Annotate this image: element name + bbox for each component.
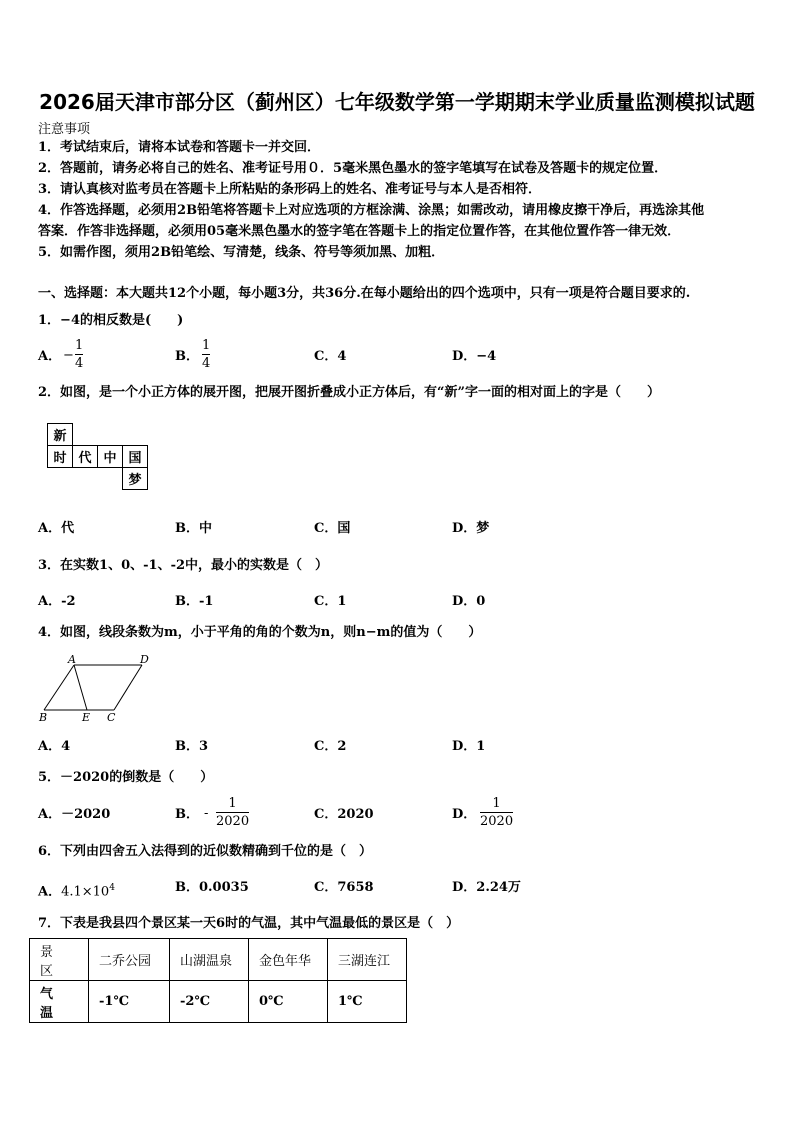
net-cell: 梦 [123, 468, 148, 490]
notice-item: 2．答题前，请务必将自己的姓名、准考证号用０．5毫米黑色墨水的签字笔填写在试卷及答题卡的规定位置． [38, 161, 668, 176]
option-label: B． [175, 807, 199, 822]
temperature-table [29, 938, 407, 1023]
notice-item: 1．考试结束后，请将本试卷和答题卡一并交回． [38, 140, 321, 155]
option-b: B．0.0035 [175, 880, 249, 895]
option-b: B．-1 [175, 594, 214, 609]
question-stem: 7．下表是我县四个景区某一天6时的气温，其中气温最低的景区是（ ） [38, 916, 460, 931]
table-cell: 1℃ [328, 981, 407, 1023]
option-label: D． [452, 807, 477, 822]
table-row [30, 939, 407, 981]
option-label: A． [38, 349, 62, 364]
fraction: 1 4 [202, 338, 211, 371]
question-stem: 4．如图，线段条数为m，小于平角的角的个数为n，则n−m的值为（ ） [38, 625, 482, 640]
net-cell: 国 [123, 446, 148, 468]
table-cell: 三湖连江 [328, 939, 407, 981]
table-cell: -1℃ [89, 981, 170, 1023]
option-a: A．－2020 [38, 807, 111, 822]
parallelogram-figure [36, 652, 166, 724]
option-d: D．2.24万 [452, 880, 521, 895]
notice-item: 答案．作答非选择题，必须用05毫米黑色墨水的签字笔在答题卡上的指定位置作答，在其他位置作答一律无效． [38, 224, 681, 239]
table-cell: 二乔公园 [89, 939, 170, 981]
minus-sign: - [204, 806, 209, 821]
table-row [30, 981, 407, 1023]
option-c: C．国 [314, 521, 351, 536]
table-cell: 气 温 [30, 981, 89, 1023]
point-label-c: C [107, 711, 116, 724]
notice-item: 4．作答选择题，必须用2B铅笔将答题卡上对应选项的方框涂满、涂黑；如需改动，请用橡皮擦干净后，再选涂其他 [38, 203, 705, 218]
question-stem: 6．下列由四舍五入法得到的近似数精确到千位的是（ ） [38, 844, 373, 859]
option-d: D．−4 [452, 349, 497, 364]
table-cell: 0℃ [249, 981, 328, 1023]
option-b: B．中 [175, 521, 212, 536]
question-stem: 2．如图，是一个小正方体的展开图，把展开图折叠成小正方体后，有“新”字一面的相对面上的字是（ ） [38, 385, 661, 400]
option-a: A．代 [38, 521, 75, 536]
point-label-d: D [140, 653, 149, 666]
option-c: C．4 [314, 349, 347, 364]
option-c: C．2 [314, 739, 347, 754]
option-label: B． [175, 349, 199, 364]
fraction: 1 4 [75, 338, 84, 371]
option-c: C．2020 [314, 807, 374, 822]
option-a: A．4 [38, 739, 71, 754]
fraction: 1 2020 [480, 796, 514, 829]
net-cell: 新 [48, 424, 73, 446]
segment-ae [74, 665, 87, 710]
option-b: B．3 [175, 739, 209, 754]
notice-item: 5．如需作图，须用2B铅笔绘、写清楚，线条、符号等须加黑、加粗． [38, 245, 445, 260]
option-d: D．0 [452, 594, 486, 609]
segment-dc [114, 665, 142, 710]
minus-sign: − [63, 348, 74, 363]
notice-heading: 注意事项 [38, 122, 91, 137]
cube-net-figure [47, 423, 148, 490]
fraction: 1 2020 [216, 796, 250, 829]
option-a: A．$4.1\times 10^4$ [38, 883, 115, 900]
table-cell: 山湖温泉 [170, 939, 249, 981]
option-c: C．7658 [314, 880, 374, 895]
table-cell: -2℃ [170, 981, 249, 1023]
question-stem: 5．－2020的倒数是（ ） [38, 770, 214, 785]
table-cell: 景 区 [30, 939, 89, 981]
section-heading: 一、选择题：本大题共12个小题，每小题3分，共36分.在每小题给出的四个选项中，只有一项是符合题目要求的. [38, 286, 691, 301]
point-label-a: A [68, 653, 76, 666]
option-d: D．1 [452, 739, 486, 754]
point-label-b: B [39, 711, 48, 724]
net-cell: 时 [48, 446, 73, 468]
notice-item: 3．请认真核对监考员在答题卡上所粘贴的条形码上的姓名、准考证号与本人是否相符． [38, 182, 542, 197]
question-stem: 3．在实数1、0、-1、-2中，最小的实数是（ ） [38, 558, 329, 573]
segment-ab [44, 665, 74, 710]
net-cell: 代 [73, 446, 98, 468]
table-cell: 金色年华 [249, 939, 328, 981]
net-cell: 中 [98, 446, 123, 468]
page-title: 2026届天津市部分区（蓟州区）七年级数学第一学期期末学业质量监测模拟试题 [39, 90, 755, 114]
question-stem: 1．−4的相反数是( ) [38, 313, 184, 328]
point-label-e: E [82, 711, 91, 724]
option-d: D．梦 [452, 521, 490, 536]
option-c: C．1 [314, 594, 347, 609]
option-a: A．-2 [38, 594, 76, 609]
